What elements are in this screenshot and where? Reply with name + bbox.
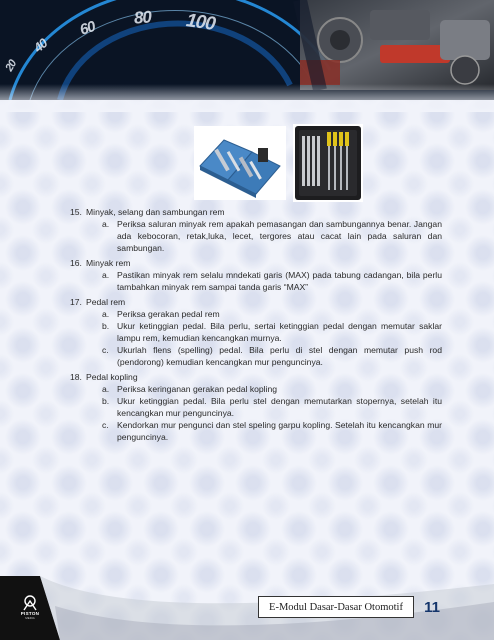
sub-item-text: Periksa saluran minyak rem apakah pemasangan dan sambungannya benar. Jangan ada kebocoran, retak,luka, lecet, tergores atau cacat lain pada saluran dan sambungan.	[117, 219, 442, 253]
item-number: 15.	[70, 207, 82, 217]
sub-item-letter: a.	[102, 270, 110, 280]
sub-item-text: Ukurlah flens (spelling) pedal. Bila perlu di stel dengan memutar push rod (pendorong) kemudian kencangkan mur penguncinya.	[117, 345, 442, 367]
item-title: Minyak rem	[86, 258, 131, 268]
module-title: E-Modul Dasar-Dasar Otomotif	[258, 596, 414, 618]
sub-item	[70, 383, 442, 395]
list-item	[70, 257, 442, 269]
sub-item	[70, 308, 442, 320]
header-fade	[0, 84, 494, 112]
sub-item-letter: a.	[102, 309, 110, 319]
sub-item-text: Periksa gerakan pedal rem	[117, 309, 220, 319]
item-title: Pedal rem	[86, 297, 126, 307]
item-number: 16.	[70, 258, 82, 268]
speedo-number: 40	[30, 35, 50, 56]
toolbox-icon	[194, 126, 286, 200]
item-title: Pedal kopling	[86, 372, 138, 382]
sub-item	[70, 269, 442, 293]
sub-item-letter: a.	[102, 384, 110, 394]
speedo-number: 60	[77, 18, 97, 39]
sub-item-text: Ukur ketinggian pedal. Bila perlu, sertai ketinggian pedal dengan memutar saklar lampu rem, kemudian kencangkan murnya.	[117, 321, 442, 343]
sub-item-letter: c.	[102, 345, 109, 355]
sub-item-letter: a.	[102, 219, 110, 229]
sub-item	[70, 344, 442, 368]
list-item	[70, 371, 442, 383]
sub-item-text: Kendorkan mur pengunci dan stel speling garpu kopling. Setelah itu kencangkan mur penguncinya.	[117, 420, 442, 442]
sub-item-text: Ukur ketinggian pedal. Bila perlu stel dengan memutarkan stopernya, setelah itu kencangkan mur penguncinya.	[117, 396, 442, 418]
content-list	[70, 206, 442, 443]
sub-item	[70, 320, 442, 344]
sub-item-letter: b.	[102, 396, 110, 406]
sub-item	[70, 395, 442, 419]
sub-item	[70, 419, 442, 443]
list-item	[70, 206, 442, 218]
logo-subtext: MEDIA	[25, 615, 35, 620]
piston-icon	[21, 595, 39, 611]
logo-text: PISTON	[20, 610, 40, 616]
tool-set-icon	[293, 124, 363, 202]
piston-logo	[8, 582, 52, 632]
item-title: Minyak, selang dan sambungan rem	[86, 207, 225, 217]
page-number: 11	[424, 598, 440, 616]
speedo-number: 100	[184, 10, 217, 35]
sub-item-text: Periksa keringanan gerakan pedal kopling	[117, 384, 278, 394]
list-item	[70, 296, 442, 308]
speedo-number: 80	[133, 7, 152, 28]
item-number: 18.	[70, 372, 82, 382]
sub-item-text: Pastikan minyak rem selalu mndekati garis (MAX) pada tabung cadangan, bila perlu tambahkan minyak rem sampai tanda garis “MAX”	[117, 270, 442, 292]
speedo-number: 20	[3, 58, 19, 74]
sub-item	[70, 218, 442, 254]
item-number: 17.	[70, 297, 82, 307]
sub-item-letter: b.	[102, 321, 110, 331]
sub-item-letter: c.	[102, 420, 109, 430]
